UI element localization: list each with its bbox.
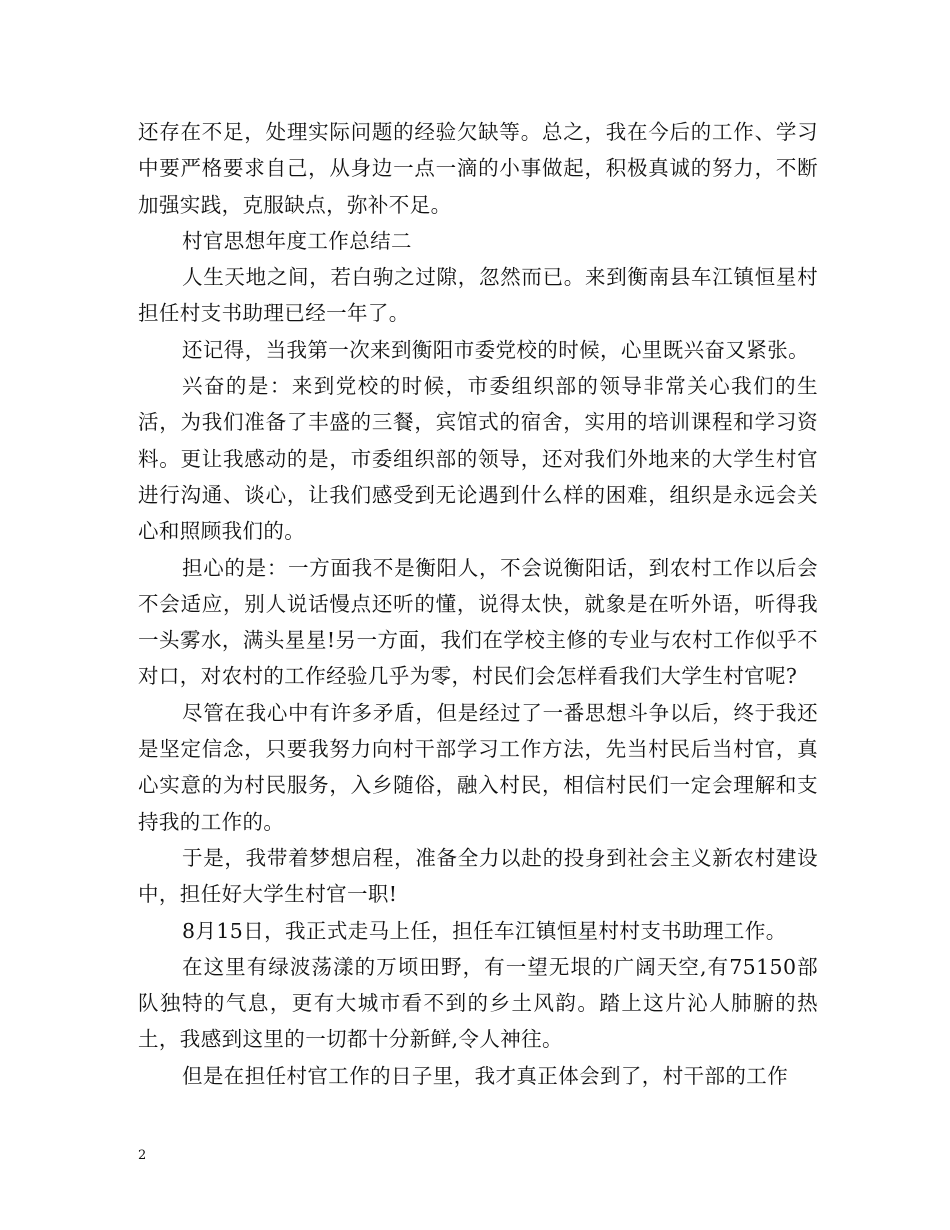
section-heading: 村官思想年度工作总结二	[182, 228, 412, 253]
paragraph-scenery: 在这里有绿波荡漾的万顷田野，有一望无垠的广阔天空,有75150部队独特的气息，更有大城市看不到的乡土风韵。踏上这片沁人肺腑的热土，我感到这里的一切都十分新鲜,令人神往。	[138, 954, 818, 1052]
paragraph-excitement: 兴奋的是：来到党校的时候，市委组织部的领导非常关心我们的生活，为我们准备了丰盛的三餐，宾馆式的宿舍，实用的培训课程和学习资料。更让我感动的是，市委组织部的领导，还对我们外地来的大学生村官进行沟通、谈心，让我们感受到无论遇到什么样的困难，组织是永远会关心和照顾我们的。	[138, 374, 818, 544]
paragraph-continuation: 但是在担任村官工作的日子里，我才真正体会到了，村干部的工作	[182, 1063, 789, 1088]
paragraph-worry: 担心的是：一方面我不是衡阳人，不会说衡阳话，到农村工作以后会不会适应，别人说话慢点还听的懂，说得太快，就象是在听外语，听得我一头雾水，满头星星!另一方面，我们在学校主修的专业与农村工作似乎不对口，对农村的工作经验几乎为零，村民们会怎样看我们大学生村官呢?	[138, 555, 818, 689]
paragraph-appointment: 8月15日，我正式走马上任，担任车江镇恒星村村支书助理工作。	[182, 918, 787, 943]
paragraph-departure: 于是，我带着梦想启程，准备全力以赴的投身到社会主义新农村建设中，担任好大学生村官一职!	[138, 845, 818, 907]
paragraph-resolve: 尽管在我心中有许多矛盾，但是经过了一番思想斗争以后，终于我还是坚定信念，只要我努力向村干部学习工作方法，先当村民后当村官，真心实意的为村民服务，入乡随俗，融入村民，相信村民们一定会理解和支持我的工作的。	[138, 700, 818, 834]
document-body	[138, 114, 818, 1094]
paragraph-memory: 还记得，当我第一次来到衡阳市委党校的时候，心里既兴奋又紧张。	[182, 337, 809, 362]
paragraph-intro: 人生天地之间，若白驹之过隙，忽然而已。来到衡南县车江镇恒星村担任村支书助理已经一年了。	[138, 265, 818, 326]
paragraph-conclusion: 还存在不足，处理实际问题的经验欠缺等。总之，我在今后的工作、学习中要严格要求自己，从身边一点一滴的小事做起，积极真诚的努力，不断加强实践，克服缺点，弥补不足。	[138, 120, 818, 217]
page-number: 2	[138, 1148, 147, 1163]
